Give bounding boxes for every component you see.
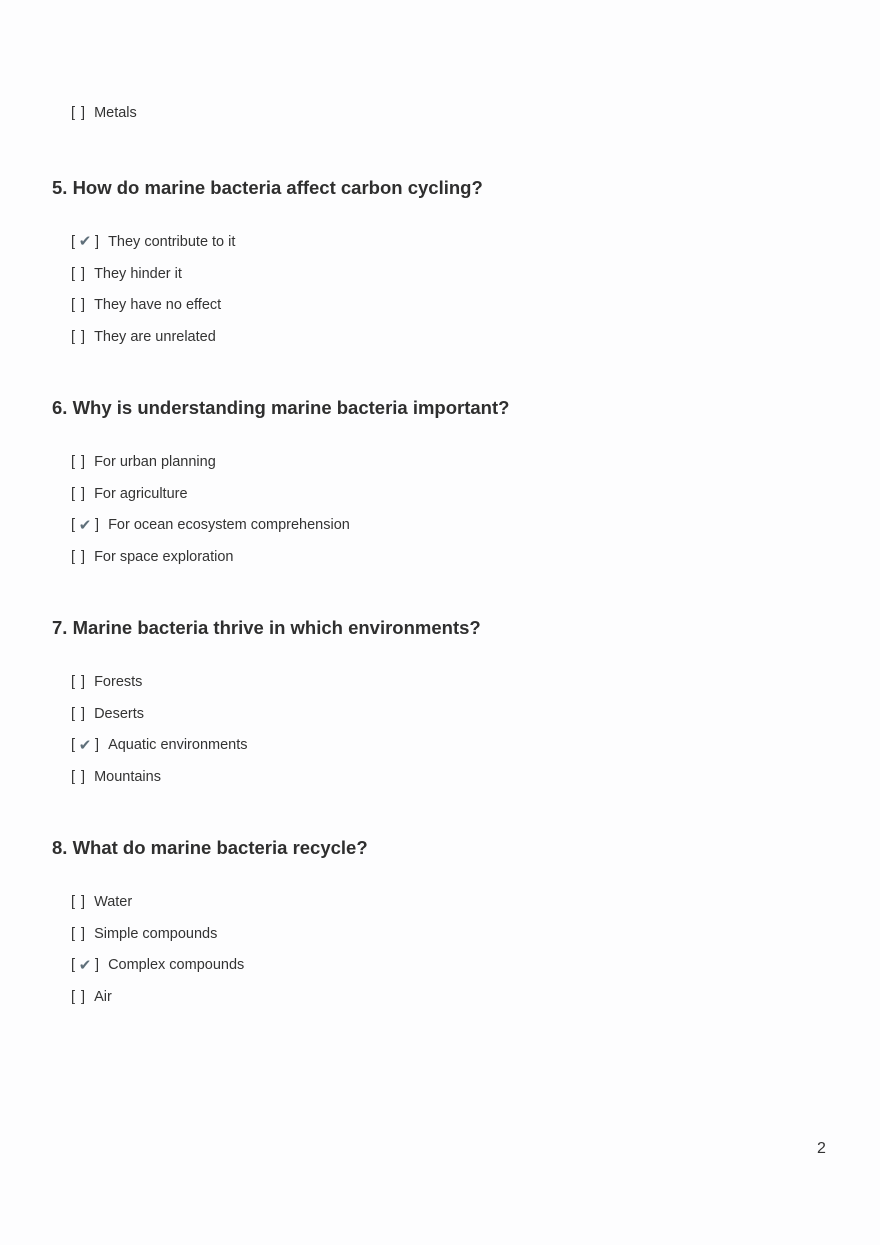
checked-box-icon: [ ✔ ] [71,956,100,974]
option-item [71,729,832,761]
option-label: Water [94,893,133,910]
question-title: 6. Why is understanding marine bacteria important? [52,397,510,418]
checked-box-icon: [ ✔ ] [71,233,100,251]
unchecked-box-icon: [ ] [71,673,86,690]
option-label: Deserts [94,705,145,722]
option-item [71,761,832,793]
unchecked-box-icon: [ ] [71,988,86,1005]
option-metals [71,103,137,123]
option-label: For urban planning [94,453,216,470]
option-item [71,446,832,478]
unchecked-box-icon: [ ] [71,297,86,314]
option-item [71,918,832,950]
option-list [71,226,832,353]
option-label: Complex compounds [108,957,245,974]
unchecked-box-icon: [ ] [71,265,86,282]
unchecked-box-icon: [ ] [71,485,86,502]
option-label: Aquatic environments [108,737,248,754]
option-label: Metals [94,105,137,121]
unchecked-box-icon: [ ] [71,328,86,345]
option-label: For ocean ecosystem comprehension [108,517,350,534]
option-label: They have no effect [94,297,222,314]
option-label: Air [94,988,112,1005]
page-number: 2 [817,1140,826,1157]
question-title: 5. How do marine bacteria affect carbon cycling? [52,177,483,198]
option-label: For agriculture [94,485,188,502]
option-item [71,321,832,353]
question-6 [52,396,832,573]
checked-box-icon: [ ✔ ] [71,516,100,534]
unchecked-box-icon: [ ] [71,893,86,910]
question-8 [52,836,832,1013]
unchecked-box-icon: [ ] [71,705,86,722]
option-item [71,666,832,698]
question-5 [52,176,832,353]
option-list [71,446,832,573]
option-label: They contribute to it [108,233,236,250]
option-item [71,886,832,918]
unchecked-box-icon: [ ] [71,925,86,942]
option-item [71,541,832,573]
option-label: They hinder it [94,265,182,282]
option-label: They are unrelated [94,328,216,345]
question-title: 7. Marine bacteria thrive in which environments? [52,617,481,638]
option-item [71,981,832,1013]
unchecked-box-icon: [ ] [71,105,86,121]
option-label: For space exploration [94,548,234,565]
option-list [71,666,832,793]
option-item [71,289,832,321]
checked-box-icon: [ ✔ ] [71,736,100,754]
option-item [71,478,832,510]
unchecked-box-icon: [ ] [71,768,86,785]
option-label: Mountains [94,768,161,785]
unchecked-box-icon: [ ] [71,453,86,470]
option-item [71,698,832,730]
unchecked-box-icon: [ ] [71,548,86,565]
option-label: Forests [94,673,143,690]
question-7 [52,616,832,793]
option-item [71,226,832,258]
option-item [71,509,832,541]
option-list [71,886,832,1013]
option-item [71,258,832,290]
option-label: Simple compounds [94,925,218,942]
option-item [71,949,832,981]
question-title: 8. What do marine bacteria recycle? [52,837,368,858]
